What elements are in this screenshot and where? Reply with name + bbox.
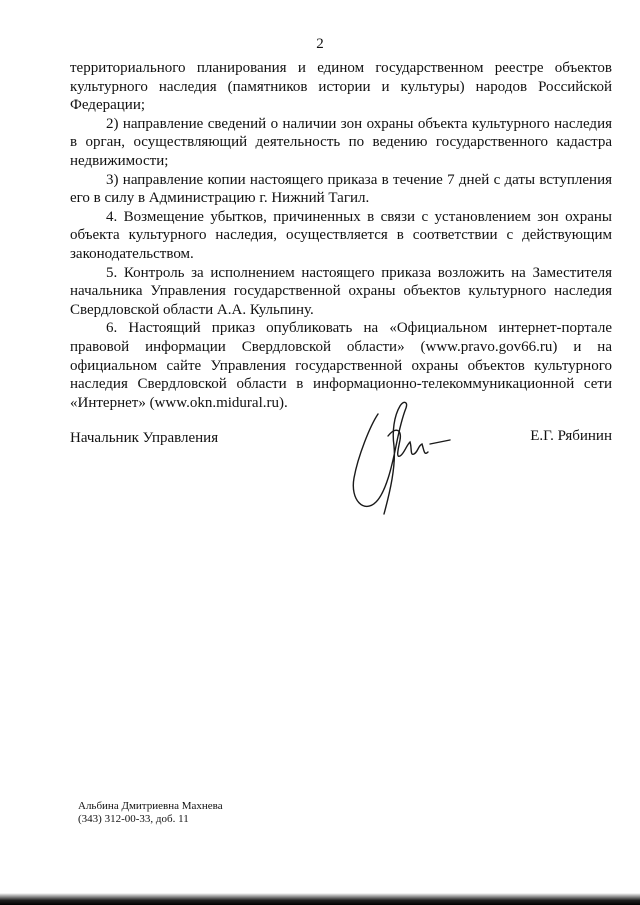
executor-info bbox=[78, 800, 223, 826]
scan-edge-divider bbox=[0, 893, 640, 905]
paragraph-item-2: 2) направление сведений о наличии зон охраны объекта культурного наследия в орган, осуществляющий деятельность по ведению государственного кадастра недвижимости; bbox=[70, 115, 612, 169]
paragraph-publication: 6. Настоящий приказ опубликовать на «Официальном интернет-портале правовой информации Свердловской области» (www.pravo.gov66.ru) и на официальном сайте Управления государственной охраны объектов культурного наследия Свердловской области в информационно-телекоммуникационной сети «Интернет» (www.okn.midural.ru). bbox=[70, 320, 612, 411]
signer-name: Е.Г. Рябинин bbox=[530, 428, 612, 444]
paragraph-control: 5. Контроль за исполнением настоящего приказа возложить на Заместителя начальника Управления государственной охраны объектов культурного наследия Свердловской области А.А. Кульпину. bbox=[70, 264, 612, 318]
document-body bbox=[70, 59, 612, 412]
handwritten-signature bbox=[340, 396, 460, 526]
paragraph-compensation: 4. Возмещение убытков, причиненных в связи с установлением зон охраны объекта культурного наследия, осуществляется в соответствии с действующим законодательством. bbox=[70, 208, 612, 262]
executor-phone: (343) 312-00-33, доб. 11 bbox=[78, 813, 189, 825]
page-number: 2 bbox=[316, 36, 324, 52]
signer-title: Начальник Управления bbox=[70, 430, 219, 446]
paragraph-continuation: территориального планирования и едином государственном реестре объектов культурного наследия (памятников истории и культуры) народов Российской Федерации; bbox=[70, 60, 612, 114]
paragraph-item-3: 3) направление копии настоящего приказа в течение 7 дней с даты вступления его в силу в Администрацию г. Нижний Тагил. bbox=[70, 171, 612, 207]
executor-name: Альбина Дмитриевна Махнева bbox=[78, 800, 223, 812]
